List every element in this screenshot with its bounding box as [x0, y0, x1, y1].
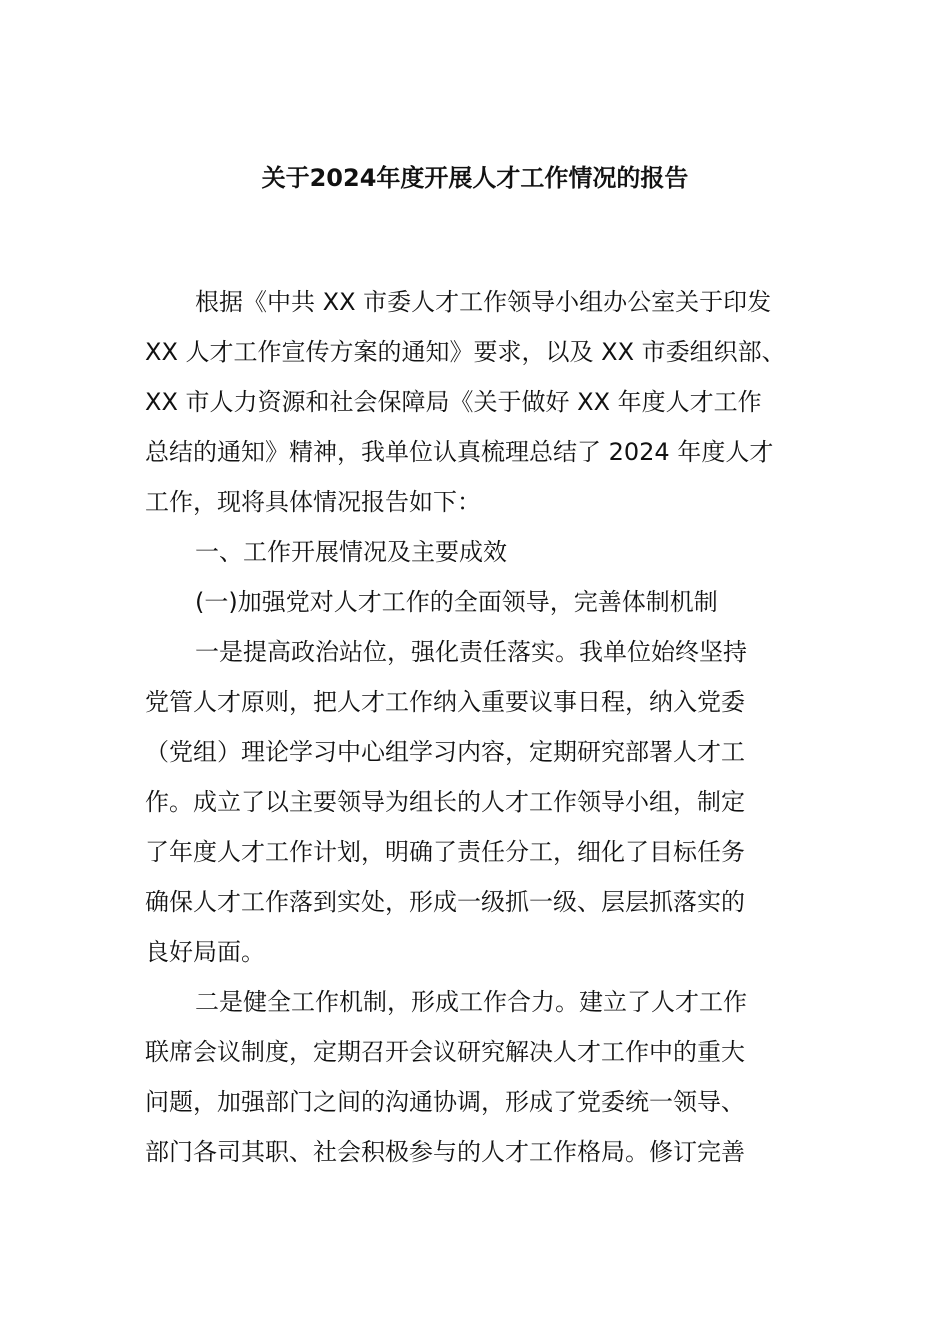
paragraph-line: 了年度人才工作计划，明确了责任分工，细化了目标任务 [145, 838, 745, 866]
paragraph-line: 问题，加强部门之间的沟通协调，形成了党委统一领导、 [145, 1088, 745, 1116]
paragraph-line: 一是提高政治站位，强化责任落实。我单位始终坚持 [195, 638, 747, 666]
paragraph-line: 作。成立了以主要领导为组长的人才工作领导小组，制定 [145, 788, 745, 816]
paragraph-line: 部门各司其职、社会积极参与的人才工作格局。修订完善 [145, 1138, 745, 1166]
document-title: 关于2024年度开展人才工作情况的报告 [261, 164, 689, 192]
section-heading: 一、工作开展情况及主要成效 [195, 538, 507, 566]
paragraph-line: 良好局面。 [145, 938, 265, 966]
paragraph-line: 总结的通知》精神，我单位认真梳理总结了 2024 年度人才 [145, 438, 774, 466]
paragraph-line: 确保人才工作落到实处，形成一级抓一级、层层抓落实的 [145, 888, 745, 916]
paragraph-line: 二是健全工作机制，形成工作合力。建立了人才工作 [195, 988, 747, 1016]
paragraph-line: 工作，现将具体情况报告如下： [145, 488, 481, 516]
paragraph-line: XX 人才工作宣传方案的通知》要求，以及 XX 市委组织部、 [145, 338, 786, 366]
paragraph-line: （党组）理论学习中心组学习内容，定期研究部署人才工 [145, 738, 745, 766]
paragraph-line: 联席会议制度，定期召开会议研究解决人才工作中的重大 [145, 1038, 745, 1066]
paragraph-line: XX 市人力资源和社会保障局《关于做好 XX 年度人才工作 [145, 388, 762, 416]
subsection-heading: (一)加强党对人才工作的全面领导，完善体制机制 [195, 588, 718, 616]
paragraph-line: 党管人才原则，把人才工作纳入重要议事日程，纳入党委 [145, 688, 745, 716]
paragraph-line: 根据《中共 XX 市委人才工作领导小组办公室关于印发 [195, 288, 772, 316]
